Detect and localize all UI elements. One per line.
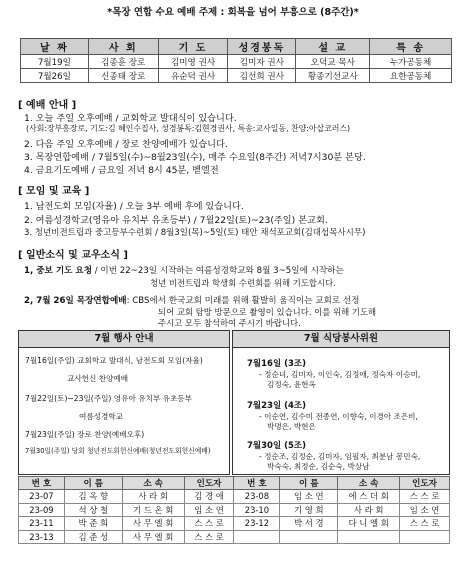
member-cell: 사 라 회: [338, 503, 400, 517]
schedule-header: 날 짜: [21, 39, 89, 55]
new-members-header: 인도자: [400, 477, 450, 490]
member-cell: 23-13: [19, 530, 65, 544]
worship-item: 3. 목장연합예배 / 7월5일(수)~8월23일(수), 매주 수요일(8주간) 저녁7시30분 본당.: [24, 152, 366, 163]
news-item-1-cont: 청년 비전트립과 학생회 수련회를 위해 기도합시다.: [150, 278, 336, 288]
schedule-cell: 7월19일: [21, 55, 89, 69]
schedule-row: [21, 69, 452, 83]
member-cell: 23-10: [234, 503, 280, 517]
schedule-cell: 황종기선교사: [296, 69, 370, 83]
new-members-header: 이 름: [280, 477, 338, 490]
worship-heading: [ 예배 안내 ]: [18, 100, 77, 111]
member-cell: 스 스 로: [184, 517, 234, 531]
event-line: 교사헌신 찬양예배: [67, 374, 129, 383]
meal-box: [232, 330, 450, 475]
member-cell: 다 니 엘 회: [338, 517, 400, 531]
member-cell: [234, 530, 280, 544]
event-line: 7월23일(주일) 장로 찬양(예배오후): [25, 430, 145, 439]
schedule-cell: 7월26일: [21, 69, 89, 83]
member-cell: 석 상 철: [64, 503, 122, 517]
meeting-item: 1. 남전도회 모임(자율) / 오늘 3부 예배 후에 있습니다.: [24, 201, 244, 212]
schedule-header-row: [21, 39, 452, 55]
table-row: [19, 517, 450, 531]
meeting-item: 2. 여름성경학교(영유아 유치부 유초등부) / 7월22일(토)~23(주일) 본교회.: [24, 215, 328, 226]
new-members-header: 번 호: [234, 477, 280, 490]
new-members-header: 인도자: [184, 477, 234, 490]
new-members-header-row: [19, 477, 450, 490]
event-line: 7월22일(토)~23일(주일) 영유아 유치부 유초등부: [25, 394, 192, 403]
schedule-header: 성경봉독: [228, 39, 296, 55]
member-cell: [338, 530, 400, 544]
worship-item: 1. 오늘 주일 오후예배 / 교회학교 발대식이 있습니다.: [24, 113, 237, 124]
meal-members: - 정순녀, 김미자, 이인숙, 김정애, 정숙자 이승미,: [259, 370, 421, 379]
meal-date: 7월23일 (4조): [247, 401, 307, 411]
schedule-header: 기 도: [158, 39, 228, 55]
worship-item: 4. 금요기도예배 / 금요일 저녁 8시 45분, 벧엘전: [24, 165, 219, 176]
meal-members: 박명은, 박현은: [267, 422, 316, 431]
member-cell: 23-11: [19, 517, 65, 531]
member-cell: 23-09: [19, 503, 65, 517]
member-cell: [280, 530, 338, 544]
event-line: 여름성경학교: [79, 412, 124, 421]
member-cell: 사 무 엘 회: [122, 530, 184, 544]
news-item-2-text: : CBS에서 한국교회 미래를 위해 활발히 움직이는 교회로 선정: [126, 296, 360, 306]
worship-item-detail: (사회:장부흥장로, 기도:김 혜인수집사, 성경봉독:김현경권사, 특송:교사일동, 찬양:아삽코러스): [26, 124, 351, 133]
schedule-table: [20, 38, 452, 83]
table-row: [19, 530, 450, 544]
news-item-2-cont: 주시고 모두 참석하여 주시기 바랍니다.: [158, 318, 301, 328]
schedule-header: 특 송: [370, 39, 452, 55]
meeting-item: 3. 청년비전트립과 중고등부수련회 / 8월3일(목)~5일(토) 태안 채석포교회(김대섭목사시무): [24, 228, 366, 238]
schedule-cell: 오덕교 목사: [296, 55, 370, 69]
event-line: 7월30일(주일) 당회 청년전도회헌신예배(청년전도회헌신예배): [25, 447, 211, 455]
new-members-header: 소 속: [122, 477, 184, 490]
page-title: *목장 연합 수요 예배 주제 : 회복을 넘어 부흥으로 (8주간)*: [107, 7, 359, 18]
schedule-cell: 누가공동체: [370, 55, 452, 69]
meal-date: 7월30일 (5조): [247, 441, 307, 451]
schedule-cell: 김종훈 장로: [88, 55, 158, 69]
meetings-heading: [ 모임 및 교육 ]: [18, 186, 90, 197]
events-box-heading: 7월 행사 안내: [19, 331, 229, 348]
news-heading: [ 일반소식 및 교우소식 ]: [18, 250, 129, 261]
meal-members: - 이순연, 김수미 전종연, 이향숙, 이경아 조은비,: [259, 412, 418, 421]
news-item-1: [24, 264, 344, 276]
member-cell: 사 라 회: [122, 490, 184, 504]
event-line: 7월16일(주일) 교회학교 발대식, 남전도회 모임(자율): [25, 356, 203, 365]
member-cell: 스 스 로: [400, 490, 450, 504]
meal-members: 김정숙, 윤현옥: [267, 380, 316, 389]
member-cell: 임 소 연: [400, 503, 450, 517]
member-cell: 김 준 성: [64, 530, 122, 544]
member-cell: 임 소 연: [184, 503, 234, 517]
member-cell: 23-07: [19, 490, 65, 504]
table-row: [19, 490, 450, 504]
member-cell: 스 스 로: [400, 517, 450, 531]
schedule-cell: 요한공동체: [370, 69, 452, 83]
member-cell: 23-12: [234, 517, 280, 531]
schedule-header: 설 교: [296, 39, 370, 55]
news-item-1-label: 1, 중보 기도 요청: [24, 266, 93, 276]
new-members-table: [18, 476, 450, 544]
schedule-cell: 김선희 권사: [228, 69, 296, 83]
member-cell: 기 드 온 회: [122, 503, 184, 517]
member-cell: 스 스 로: [184, 530, 234, 544]
new-members-header: 이 름: [64, 477, 122, 490]
meal-date: 7월16일 (3조): [247, 359, 307, 369]
news-item-2-label: 2, 7월 26일 목장연합예배: [24, 296, 127, 306]
table-row: [19, 503, 450, 517]
info-boxes: [18, 330, 450, 473]
member-cell: 기 영 희: [280, 503, 338, 517]
new-members-header: 번 호: [19, 477, 65, 490]
member-cell: [400, 530, 450, 544]
schedule-cell: 신종태 장로: [88, 69, 158, 83]
meal-members: - 정순조, 김정순, 김미자, 임필자, 최분남 봉민숙,: [259, 452, 421, 461]
new-members-header: 소 속: [338, 477, 400, 490]
schedule-header: 사 회: [88, 39, 158, 55]
meal-box-heading: 7월 식당봉사위원: [233, 331, 449, 348]
member-cell: 박 준 희: [64, 517, 122, 531]
schedule-cell: 유순덕 권사: [158, 69, 228, 83]
meal-members: 박숙숙, 최정순, 김순숙, 박상남: [267, 462, 370, 471]
events-box: [18, 330, 230, 475]
news-item-2-cont: 되어 교회 탐방 방문으로 촬영이 있습니다. 이를 위해 기도해: [158, 307, 377, 317]
member-cell: 임 소 연: [280, 490, 338, 504]
member-cell: 23-08: [234, 490, 280, 504]
member-cell: 사 무 엘 회: [122, 517, 184, 531]
member-cell: 박 서 경: [280, 517, 338, 531]
schedule-row: [21, 55, 452, 69]
member-cell: 김 옥 향: [64, 490, 122, 504]
news-item-1-text: / 이번 22~23일 시작하는 여름성경학교와 8월 3~5일에 시작하는: [92, 266, 344, 276]
worship-item: 2. 다음 주일 오후예배 / 장로 찬양예배가 있습니다.: [24, 139, 228, 150]
schedule-cell: 김미영 권사: [158, 55, 228, 69]
member-cell: 김 경 애: [184, 490, 234, 504]
news-item-2: [24, 294, 359, 306]
member-cell: 에 스 더 회: [338, 490, 400, 504]
schedule-cell: 김미자 권사: [228, 55, 296, 69]
